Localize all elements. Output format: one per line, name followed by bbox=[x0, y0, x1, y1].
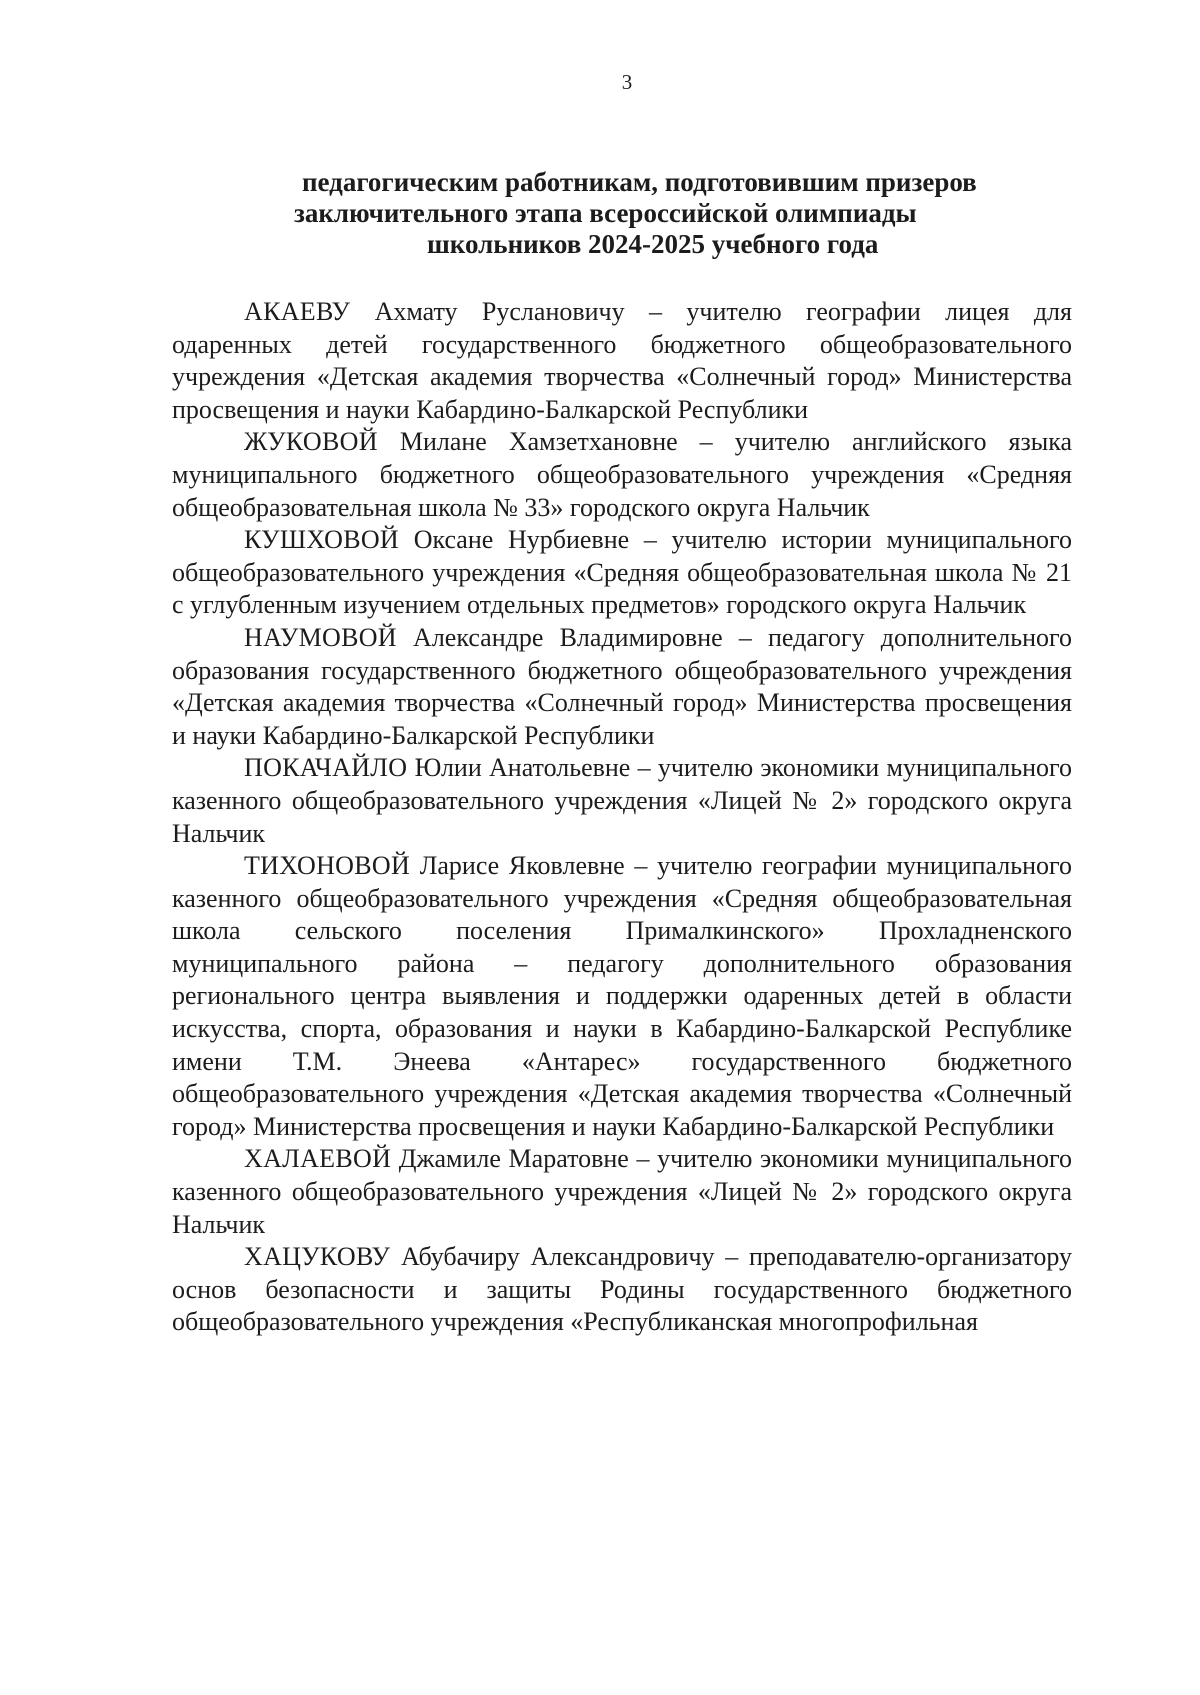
recipient-surname: ХАЦУКОВУ bbox=[244, 1242, 391, 1272]
recipient-surname: ТИХОНОВОЙ bbox=[244, 851, 411, 881]
recipient-details: Юлии Анатольевне – учителю экономики муниципального казенного общеобразовательного учреждения «Лицей № 2» городского округа Нальчик bbox=[172, 753, 1073, 848]
heading-line-1: педагогическим работникам, подготовившим призеров bbox=[302, 167, 977, 197]
recipient-entry bbox=[172, 524, 1072, 622]
recipient-details: Ларисе Яковлевне – учителю географии муниципального казенного общеобразовательного учреждения «Средняя общеобразовательная школа сельского поселения Прималкинского» Прохладненского муниципального района – педагогу дополнительного образования регионального центра выявления и поддержки одаренных детей в области искусства, спорта, образования и науки в Кабардино-Балкарской Республике имени Т.М. Энеева «Антарес» государственного бюджетного общеобразовательного учреждения «Детская академия творчества «Солнечный город» Министерства просвещения и науки Кабардино-Балкарской Республики bbox=[172, 851, 1073, 1141]
recipient-details: Александре Владимировне – педагогу дополнительного образования государственного бюджетного общеобразовательного учреждения «Детская академия творчества «Солнечный город» Министерства просвещения и науки Кабардино-Балкарской Республики bbox=[172, 622, 1073, 750]
recipient-entry bbox=[172, 426, 1072, 524]
page-number: 3 bbox=[621, 70, 633, 94]
heading-line-2: заключительного этапа всероссийской олимпиады bbox=[294, 198, 917, 228]
recipient-details: Оксане Нурбиевне – учителю истории муниципального общеобразовательного учреждения «Средняя общеобразовательная школа № 21 с углубленным изучением отдельных предметов» городского округа Нальчик bbox=[172, 525, 1073, 620]
recipient-details: Абубачиру Александровичу – преподавателю-организатору основ безопасности и защиты Родины государственного бюджетного общеобразовательного учреждения «Республиканская многопрофильная bbox=[172, 1242, 1072, 1337]
document-heading bbox=[280, 167, 1020, 260]
recipient-entry bbox=[172, 752, 1072, 850]
recipient-surname: ПОКАЧАЙЛО bbox=[244, 753, 408, 783]
recipient-entry bbox=[172, 1143, 1072, 1241]
recipient-list bbox=[172, 296, 1072, 1339]
recipient-entry bbox=[172, 1241, 1072, 1339]
recipient-surname: ХАЛАЕВОЙ bbox=[244, 1144, 392, 1174]
heading-line-3: школьников 2024-2025 учебного года bbox=[427, 229, 879, 259]
recipient-entry bbox=[172, 850, 1072, 1143]
recipient-entry bbox=[172, 622, 1072, 752]
recipient-details: Ахмату Руслановичу – учителю географии лицея для одаренных детей государственного бюджетного общеобразовательного учреждения «Детская академия творчества «Солнечный город» Министерства просвещения и науки Кабардино-Балкарской Республики bbox=[172, 297, 1072, 424]
recipient-surname: АКАЕВУ bbox=[244, 297, 351, 326]
recipient-entry bbox=[172, 296, 1072, 426]
recipient-surname: НАУМОВОЙ bbox=[244, 622, 397, 652]
recipient-details: Джамиле Маратовне – учителю экономики муниципального казенного общеобразовательного учреждения «Лицей № 2» городского округа Нальчик bbox=[172, 1144, 1073, 1239]
recipient-surname: ЖУКОВОЙ bbox=[244, 427, 378, 457]
recipient-details: Милане Хамзетхановне – учителю английского языка муниципального бюджетного общеобразовательного учреждения «Средняя общеобразовательная школа № 33» городского округа Нальчик bbox=[172, 427, 1072, 522]
recipient-surname: КУШХОВОЙ bbox=[244, 525, 399, 555]
